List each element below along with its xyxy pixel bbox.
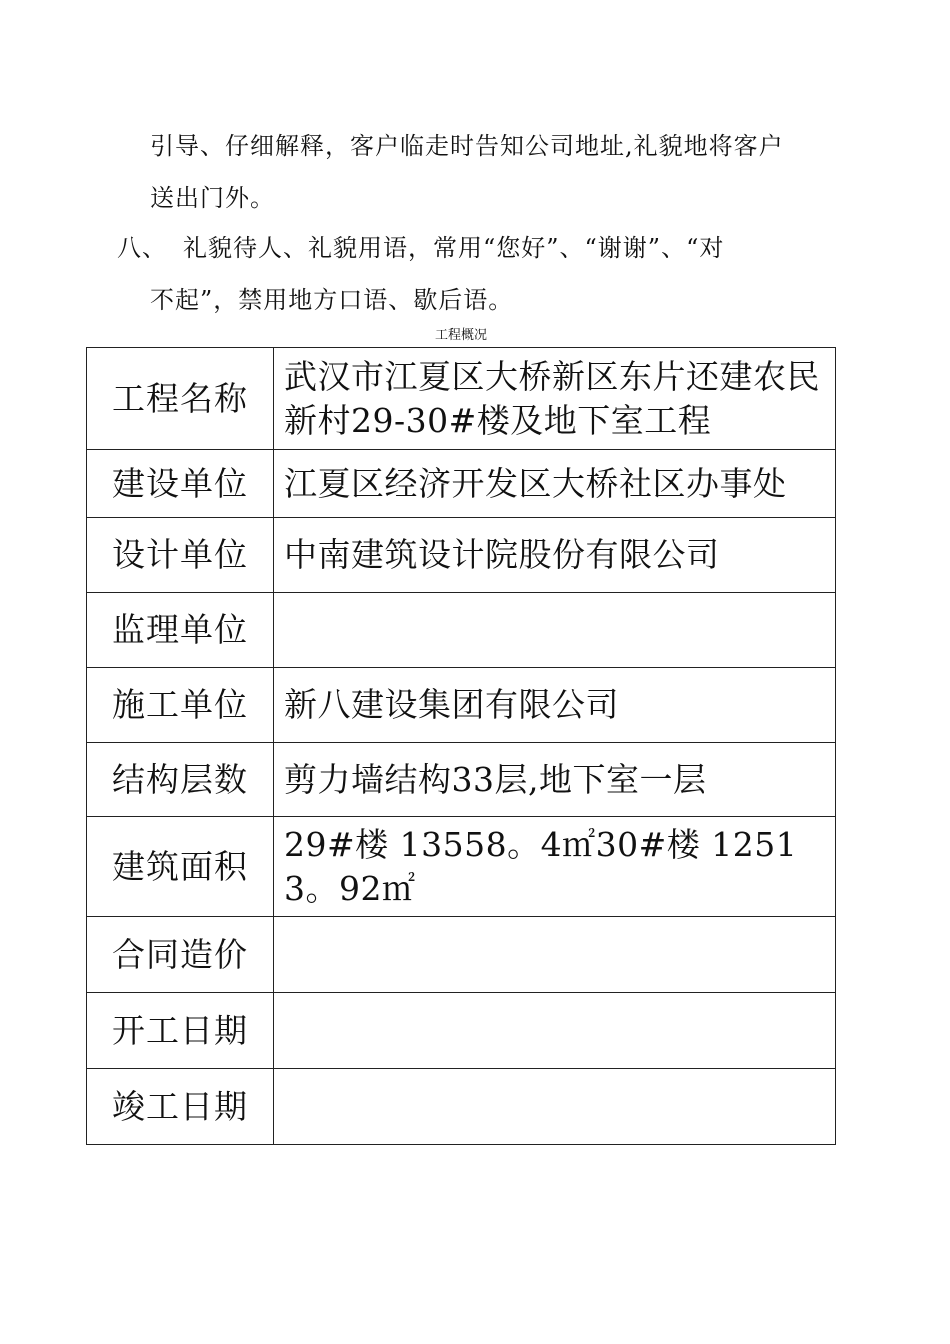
- row-label: 合同造价: [87, 917, 274, 993]
- project-overview-table: [86, 347, 836, 1145]
- table-row: [87, 917, 836, 993]
- list-item-number: 八、: [117, 234, 167, 262]
- row-label: 建设单位: [87, 450, 274, 518]
- table-row: [87, 518, 836, 593]
- table-row: [87, 993, 836, 1069]
- row-value: 江夏区经济开发区大桥社区办事处: [274, 450, 836, 518]
- row-label: 监理单位: [87, 593, 274, 668]
- row-value: [274, 1069, 836, 1145]
- paragraph-line: 不起”，禁用地方口语、歇后语。: [150, 286, 514, 314]
- row-value: 武汉市江夏区大桥新区东片还建农民新村29-30#楼及地下室工程: [274, 348, 836, 450]
- table-row: [87, 348, 836, 450]
- row-value: 29#楼 13558。4㎡30#楼 12513。92㎡: [274, 817, 836, 917]
- row-label: 设计单位: [87, 518, 274, 593]
- row-value: [274, 917, 836, 993]
- row-value: [274, 993, 836, 1069]
- table-caption: 工程概况: [434, 328, 487, 343]
- paragraph-line: 引导、仔细解释，客户临走时告知公司地址,礼貌地将客户: [150, 132, 784, 160]
- table-row: [87, 668, 836, 743]
- table-row: [87, 1069, 836, 1145]
- row-value: 中南建筑设计院股份有限公司: [274, 518, 836, 593]
- row-value: 新八建设集团有限公司: [274, 668, 836, 743]
- paragraph-line: 送出门外。: [150, 184, 275, 212]
- row-label: 开工日期: [87, 993, 274, 1069]
- row-label: 工程名称: [87, 348, 274, 450]
- table-row: [87, 593, 836, 668]
- row-label: 建筑面积: [87, 817, 274, 917]
- paragraph-line: 礼貌待人、礼貌用语，常用“您好”、“谢谢”、“对: [183, 234, 725, 262]
- row-value: 剪力墙结构33层,地下室一层: [274, 743, 836, 817]
- table-row: [87, 743, 836, 817]
- row-label: 施工单位: [87, 668, 274, 743]
- row-label: 竣工日期: [87, 1069, 274, 1145]
- table-row: [87, 817, 836, 917]
- table-row: [87, 450, 836, 518]
- row-label: 结构层数: [87, 743, 274, 817]
- row-value: [274, 593, 836, 668]
